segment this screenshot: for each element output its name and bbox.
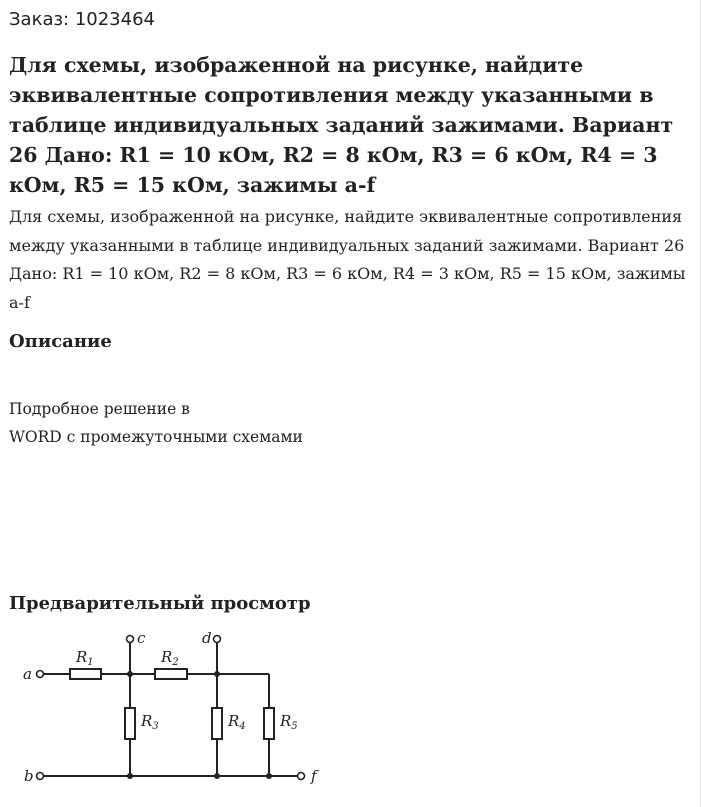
terminal-label-d: d <box>202 629 212 647</box>
junction-node <box>127 671 133 677</box>
description-line: Подробное решение в <box>9 400 190 418</box>
terminal-d <box>214 636 221 643</box>
task-title: Для схемы, изображенной на рисунке, найдите эквивалентные сопротивления между указанными в таблице индивидуальных заданий зажимами. Вариант 26 Дано: R1 = 10 кОм, R2 = 8 кОм, R3 = 6 кОм, R4 = 3 кОм, R5 = 15 кОм, зажимы a-f <box>9 53 674 197</box>
resistor-label-r1: $R_1$ <box>76 648 94 668</box>
terminal-a <box>37 671 44 678</box>
resistor-r5 <box>264 708 274 739</box>
task-body: Для схемы, изображенной на рисунке, найдите эквивалентные сопротивления между указанными в таблице индивидуальных заданий зажимами. Вариант 26 Дано: R1 = 10 кОм, R2 = 8 кОм, R3 = 6 кОм, R4 = 3 кОм, R5 = 15 кОм, зажимы a-f <box>9 207 686 312</box>
circuit-diagram <box>0 622 360 807</box>
resistor-label-r2: $R_2$ <box>161 648 179 668</box>
terminal-label-b: b <box>24 767 34 785</box>
terminal-f <box>298 773 305 780</box>
resistor-label-r5: $R_5$ <box>280 712 298 732</box>
terminal-b <box>37 773 44 780</box>
junction-node <box>266 773 272 779</box>
terminal-label-f: f <box>311 767 317 785</box>
description-heading: Описание <box>9 331 112 352</box>
terminal-c <box>127 636 134 643</box>
description-line: WORD с промежуточными схемами <box>9 428 303 446</box>
junction-node <box>127 773 133 779</box>
junction-node <box>214 773 220 779</box>
preview-heading: Предварительный просмотр <box>9 593 311 614</box>
junction-node <box>214 671 220 677</box>
resistor-label-r3: $R_3$ <box>141 712 159 732</box>
order-number: Заказ: 1023464 <box>9 9 155 30</box>
resistor-r2 <box>155 669 187 679</box>
resistor-r4 <box>212 708 222 739</box>
terminal-label-a: a <box>23 665 32 683</box>
resistor-r1 <box>70 669 101 679</box>
resistor-r3 <box>125 708 135 739</box>
terminal-label-c: c <box>137 629 146 647</box>
description-text <box>9 395 303 451</box>
resistor-label-r4: $R_4$ <box>228 712 246 732</box>
